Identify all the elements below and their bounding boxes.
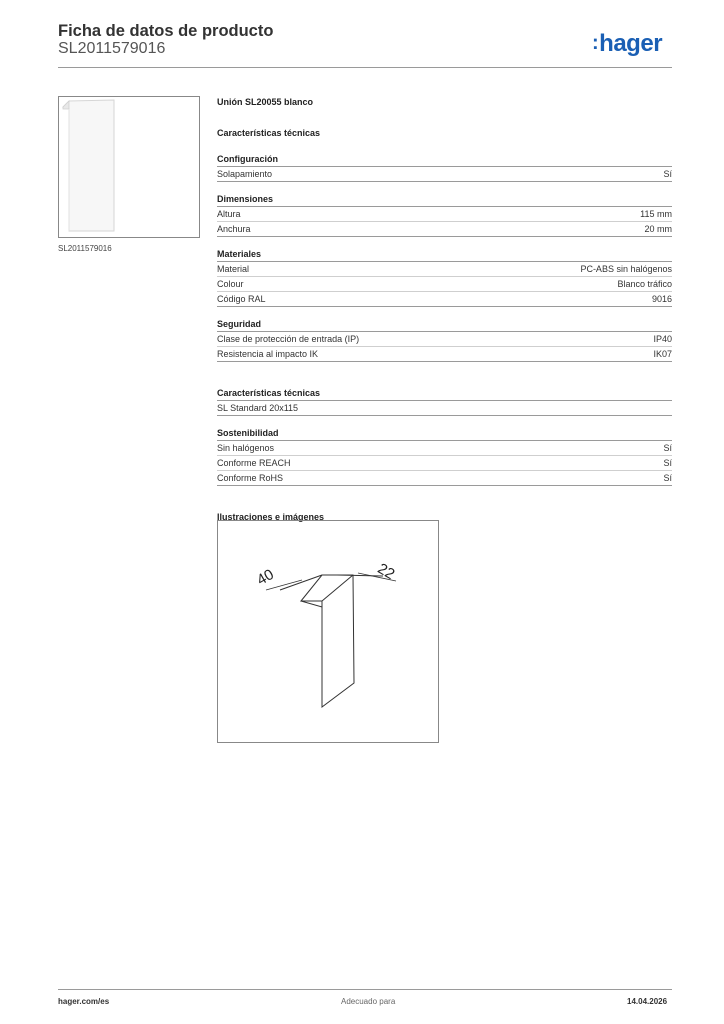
spec-value: 20 mm	[644, 224, 672, 234]
dimension-drawing	[218, 521, 438, 742]
spec-row	[217, 167, 672, 182]
footer-date: 14.04.2026	[627, 997, 668, 1006]
spec-label: Solapamiento	[217, 169, 273, 179]
spec-row	[217, 441, 672, 456]
spec-value: Sí	[663, 169, 672, 179]
section-safety: Seguridad	[217, 317, 672, 332]
spec-value: 9016	[651, 294, 672, 304]
spec-row	[217, 222, 672, 237]
product-thumbnail-icon	[59, 97, 199, 237]
spec-label: Sin halógenos	[217, 443, 275, 453]
spec-value: Sí	[663, 443, 672, 453]
technical-drawing	[217, 520, 439, 743]
spec-row	[217, 456, 672, 471]
footer-website-link[interactable]: hager.com/es	[58, 997, 110, 1006]
spec-row	[217, 277, 672, 292]
section-materials: Materiales	[217, 247, 672, 262]
spec-value: Blanco tráfico	[617, 279, 672, 289]
product-reference: SL2011579016	[58, 40, 166, 57]
logo-dots-icon: :	[592, 32, 599, 54]
image-caption: SL2011579016	[58, 244, 112, 253]
spec-value: IP40	[653, 334, 672, 344]
spec-label: Colour	[217, 279, 244, 289]
specifications	[217, 96, 672, 536]
illustrations-heading: Ilustraciones e imágenes	[217, 512, 325, 522]
hager-logo[interactable]	[592, 30, 662, 58]
spec-label: Clase de protección de entrada (IP)	[217, 334, 360, 344]
spec-row	[217, 292, 672, 307]
document-title: Ficha de datos de producto	[58, 22, 274, 40]
section-sustainability: Sostenibilidad	[217, 426, 672, 441]
spec-label: SL Standard 20x115	[217, 403, 299, 413]
dimension-label-22: 22	[374, 560, 398, 584]
product-image	[58, 96, 200, 238]
section-tech-characteristics: Características técnicas	[217, 386, 672, 401]
spec-row	[217, 207, 672, 222]
spec-label: Conforme RoHS	[217, 473, 284, 483]
spec-label: Código RAL	[217, 294, 266, 304]
spec-row	[217, 332, 672, 347]
product-name: Unión SL20055 blanco	[217, 97, 314, 107]
spec-value: PC-ABS sin halógenos	[580, 264, 672, 274]
spec-label: Altura	[217, 209, 241, 219]
spec-value: Sí	[663, 458, 672, 468]
spec-label: Material	[217, 264, 250, 274]
footer-divider	[58, 989, 672, 990]
spec-label: Conforme REACH	[217, 458, 291, 468]
spec-value: IK07	[653, 349, 672, 359]
spec-row	[217, 262, 672, 277]
dimension-label-40: 40	[253, 565, 277, 590]
header-divider	[58, 67, 672, 68]
spec-row	[217, 471, 672, 486]
spec-row	[217, 347, 672, 362]
spec-value: 115 mm	[640, 209, 672, 219]
spec-value: Sí	[663, 473, 672, 483]
section-dimensions: Dimensiones	[217, 192, 672, 207]
tech-characteristics-heading: Características técnicas	[217, 128, 321, 138]
spec-row	[217, 401, 672, 416]
spec-label: Resistencia al impacto IK	[217, 349, 319, 359]
section-configuration: Configuración	[217, 152, 672, 167]
spec-label: Anchura	[217, 224, 251, 234]
footer-suitable-for: Adecuado para	[341, 997, 396, 1006]
logo-text: hager	[599, 30, 663, 57]
